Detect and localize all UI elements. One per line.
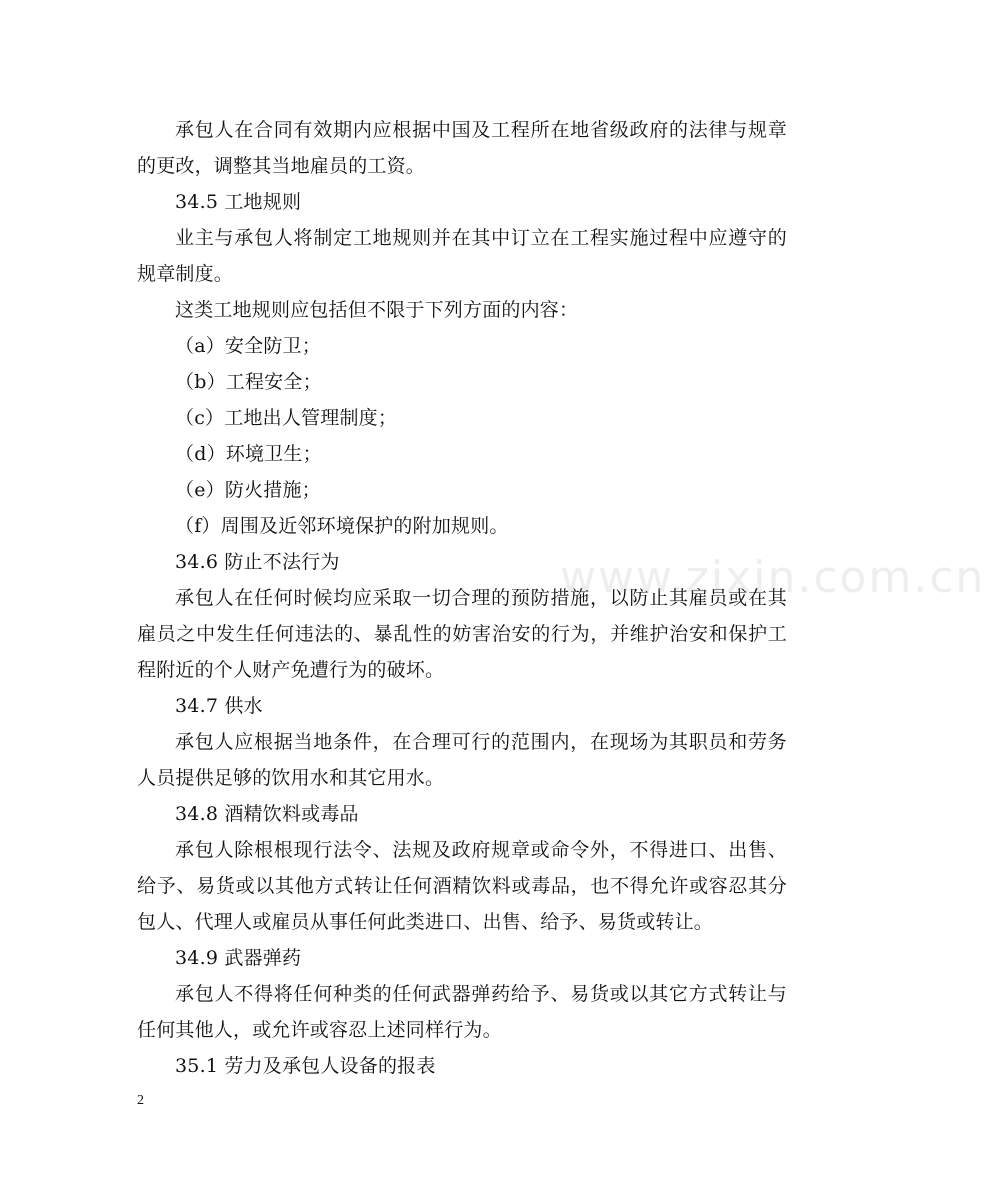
paragraph-wage-adjustment: 承包人在合同有效期内应根据中国及工程所在地省级政府的法律与规章的更改，调整其当地雇员的工资。 bbox=[137, 119, 787, 177]
paragraph-alcohol-drugs: 承包人除根根现行法令、法规及政府规章或命令外，不得进口、出售、给予、易货或以其他方式转让任何酒精饮料或毒品，也不得允许或容忍其分包人、代理人或雇员从事任何此类进口、出售、给予、易货或转让。 bbox=[137, 839, 787, 933]
heading-34-6: 34.6 防止不法行为 bbox=[175, 551, 340, 573]
list-item-b: （b）工程安全； bbox=[175, 371, 322, 393]
page-number: 2 bbox=[137, 1093, 144, 1108]
paragraph-water-supply: 承包人应根据当地条件，在合理可行的范围内，在现场为其职员和劳务人员提供足够的饮用水和其它用水。 bbox=[137, 731, 787, 789]
paragraph-rules-scope: 这类工地规则应包括但不限于下列方面的内容： bbox=[175, 299, 579, 321]
list-item-d: （d）环境卫生； bbox=[175, 443, 322, 465]
heading-35-1: 35.1 劳力及承包人设备的报表 bbox=[175, 1055, 436, 1077]
paragraph-arms-ammunition: 承包人不得将任何种类的任何武器弹药给予、易货或以其它方式转让与任何其他人，或允许或容忍上述同样行为。 bbox=[137, 983, 787, 1041]
heading-34-8: 34.8 酒精饮料或毒品 bbox=[175, 803, 359, 825]
list-item-a: （a）安全防卫； bbox=[175, 335, 321, 357]
list-item-c: （c）工地出人管理制度； bbox=[175, 407, 398, 429]
document-body bbox=[137, 112, 787, 1084]
list-item-e: （e）防火措施； bbox=[175, 479, 321, 501]
heading-34-9: 34.9 武器弹药 bbox=[175, 947, 302, 969]
heading-34-5: 34.5 工地规则 bbox=[175, 191, 302, 213]
paragraph-site-rules: 业主与承包人将制定工地规则并在其中订立在工程实施过程中应遵守的规章制度。 bbox=[137, 227, 787, 285]
paragraph-unlawful-conduct: 承包人在任何时候均应采取一切合理的预防措施，以防止其雇员或在其雇员之中发生任何违法的、暴乱性的妨害治安的行为，并维护治安和保护工程附近的个人财产免遭行为的破坏。 bbox=[137, 587, 787, 681]
list-item-f: （f）周围及近邻环境保护的附加规则。 bbox=[175, 515, 509, 537]
watermark: www.zixin.com.cn bbox=[560, 552, 985, 603]
heading-34-7: 34.7 供水 bbox=[175, 695, 263, 717]
